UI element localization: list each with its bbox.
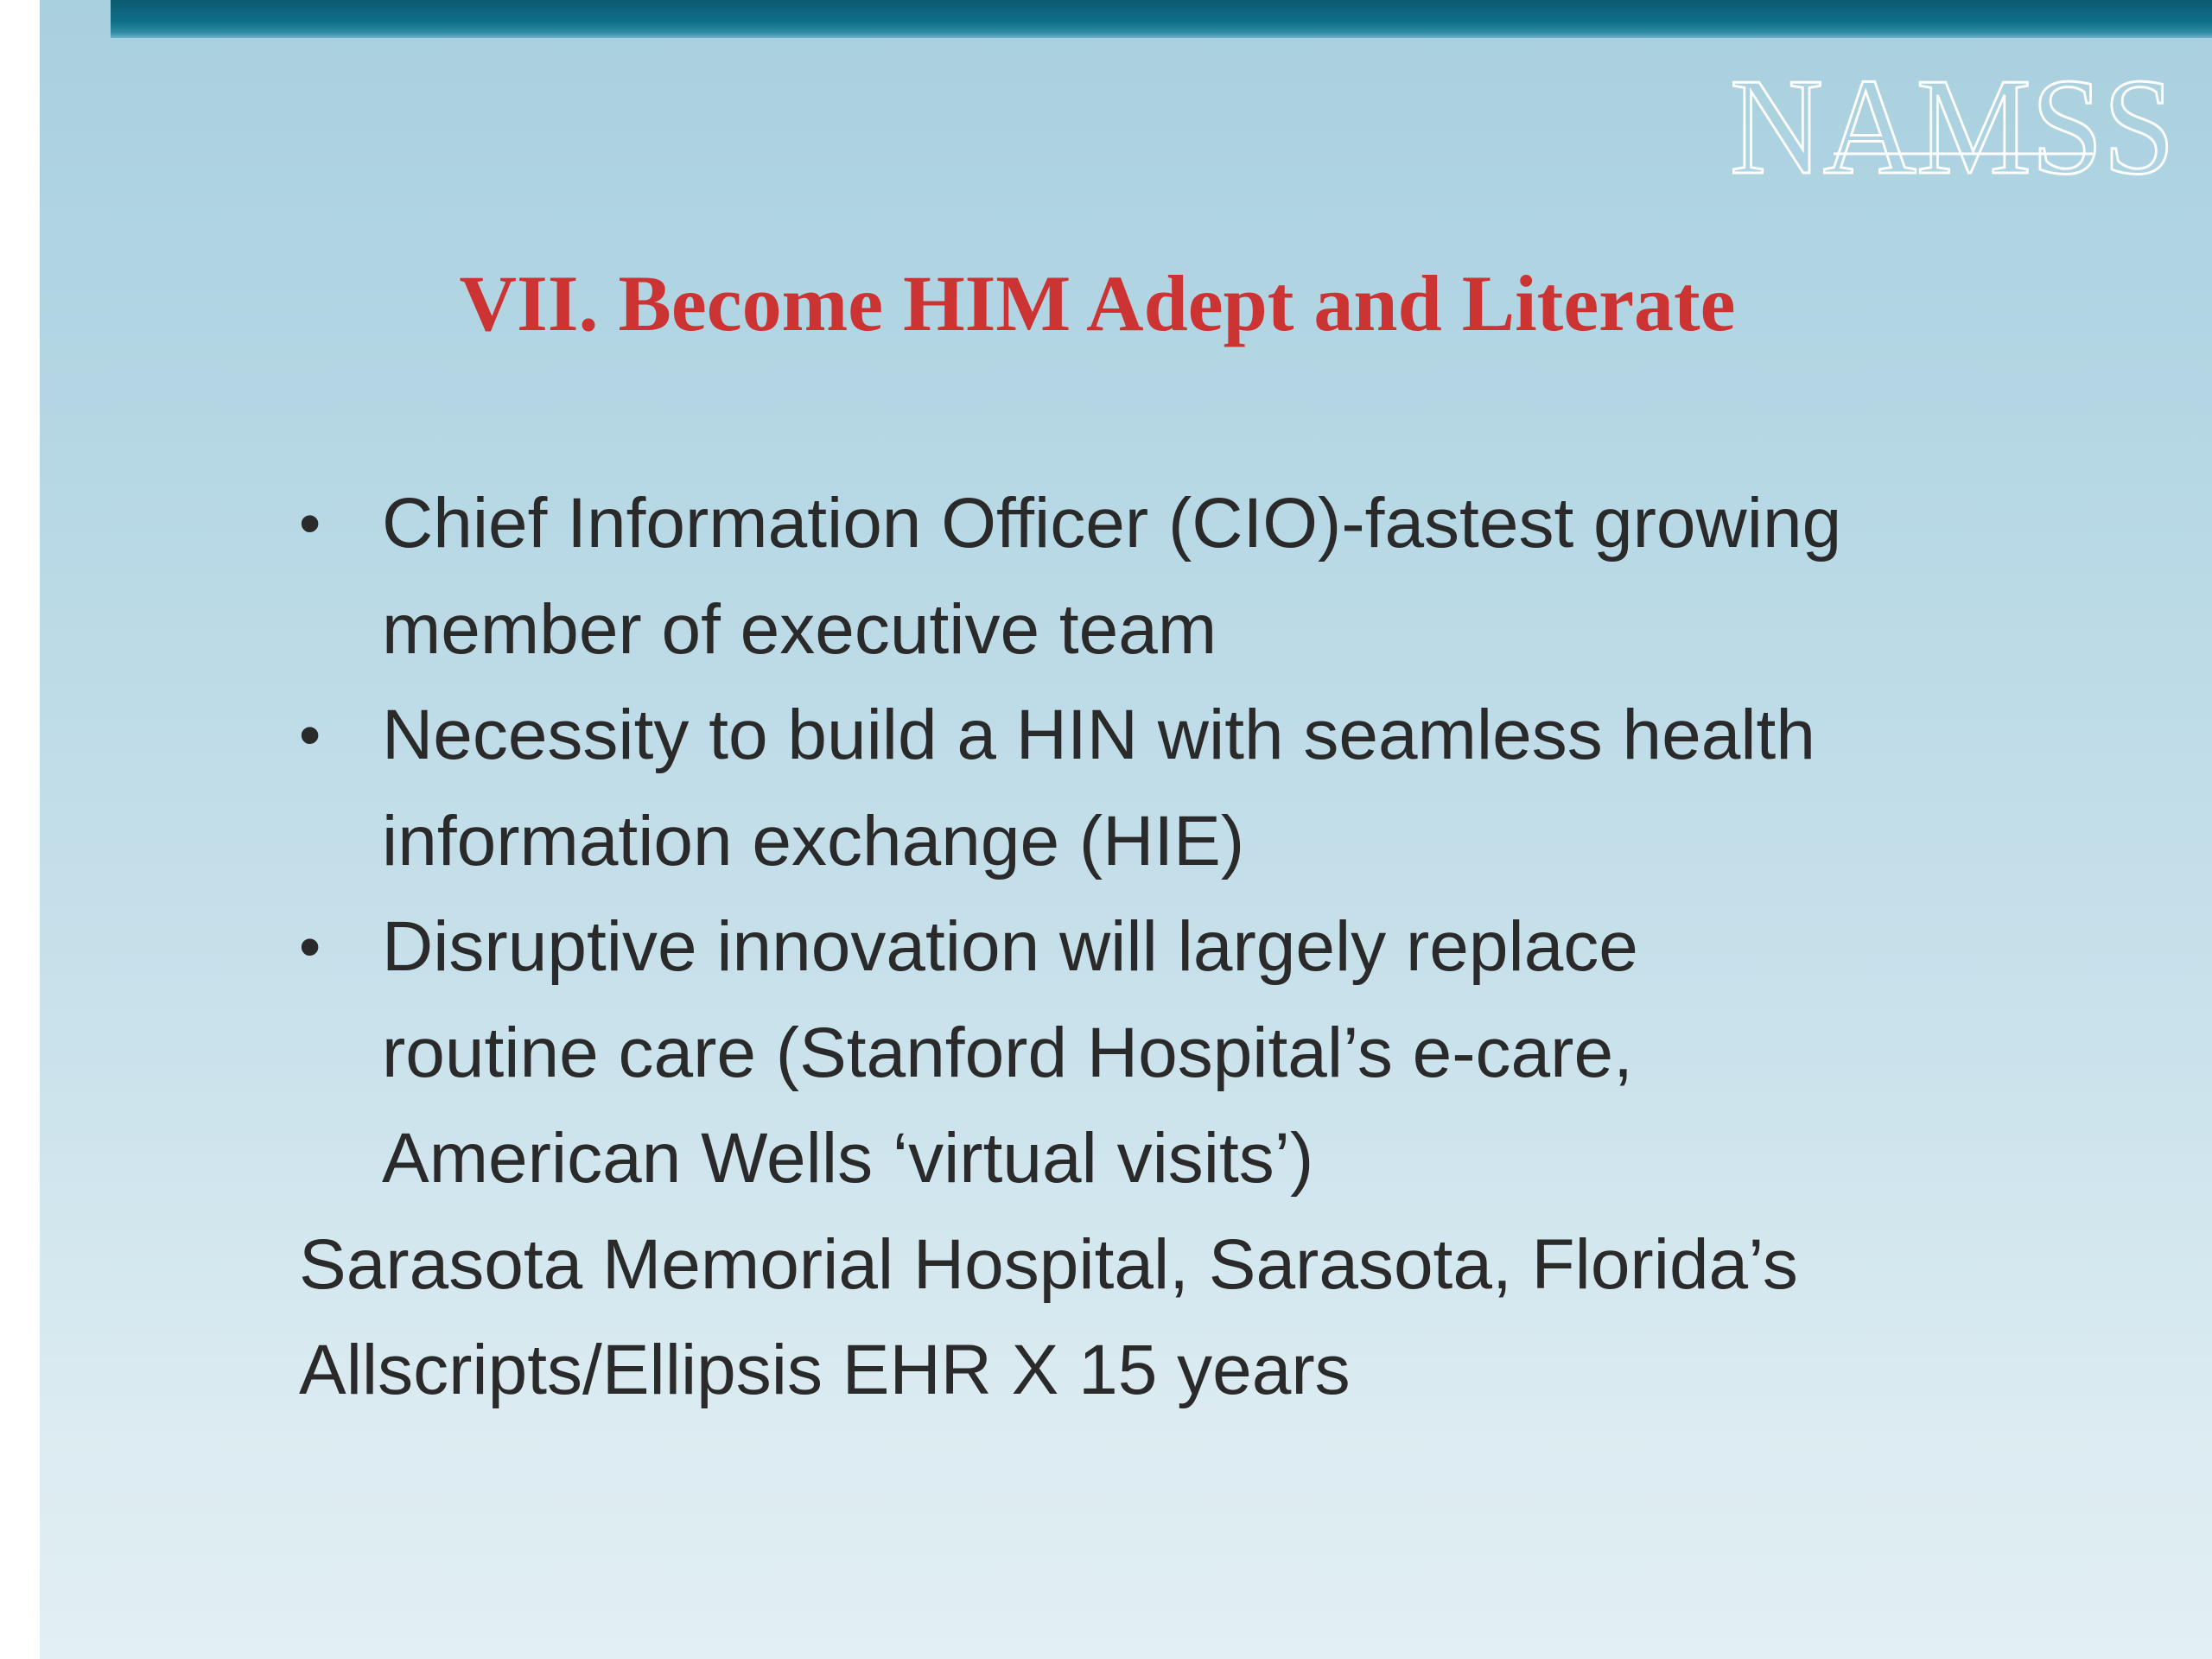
bullet-line: routine care (Stanford Hospital’s e-care, [382, 1013, 1633, 1092]
bullet-item [299, 471, 1993, 683]
bullet-icon: • [299, 912, 321, 982]
footer-paragraph [299, 1212, 1993, 1424]
top-banner-bar [111, 0, 2212, 38]
slide-title: VII. Become HIM Adept and Literate [459, 259, 1736, 347]
bullet-line: Chief Information Officer (CIO)-fastest growing [382, 484, 1842, 563]
bullet-icon: • [299, 701, 321, 770]
namss-logo [1730, 50, 2179, 180]
left-margin-strip [0, 0, 40, 1659]
slide-body [299, 471, 1993, 1424]
bullet-item [299, 894, 1993, 1212]
footer-line: Sarasota Memorial Hospital, Sarasota, Florida’s [299, 1224, 1798, 1304]
bullet-line: Disruptive innovation will largely replace [382, 907, 1638, 986]
bullet-icon: • [299, 489, 321, 558]
bullet-item [299, 683, 1993, 894]
footer-line: Allscripts/Ellipsis EHR X 15 years [299, 1331, 1351, 1409]
bullet-line: member of executive team [382, 589, 1217, 669]
logo-text: NAMSS [1730, 50, 2175, 180]
bullet-line: Necessity to build a HIN with seamless health [382, 696, 1815, 774]
bullet-line: information exchange (HIE) [382, 801, 1245, 880]
bullet-line: American Wells ‘virtual visits’) [382, 1119, 1314, 1198]
bullet-list [299, 471, 1993, 1212]
